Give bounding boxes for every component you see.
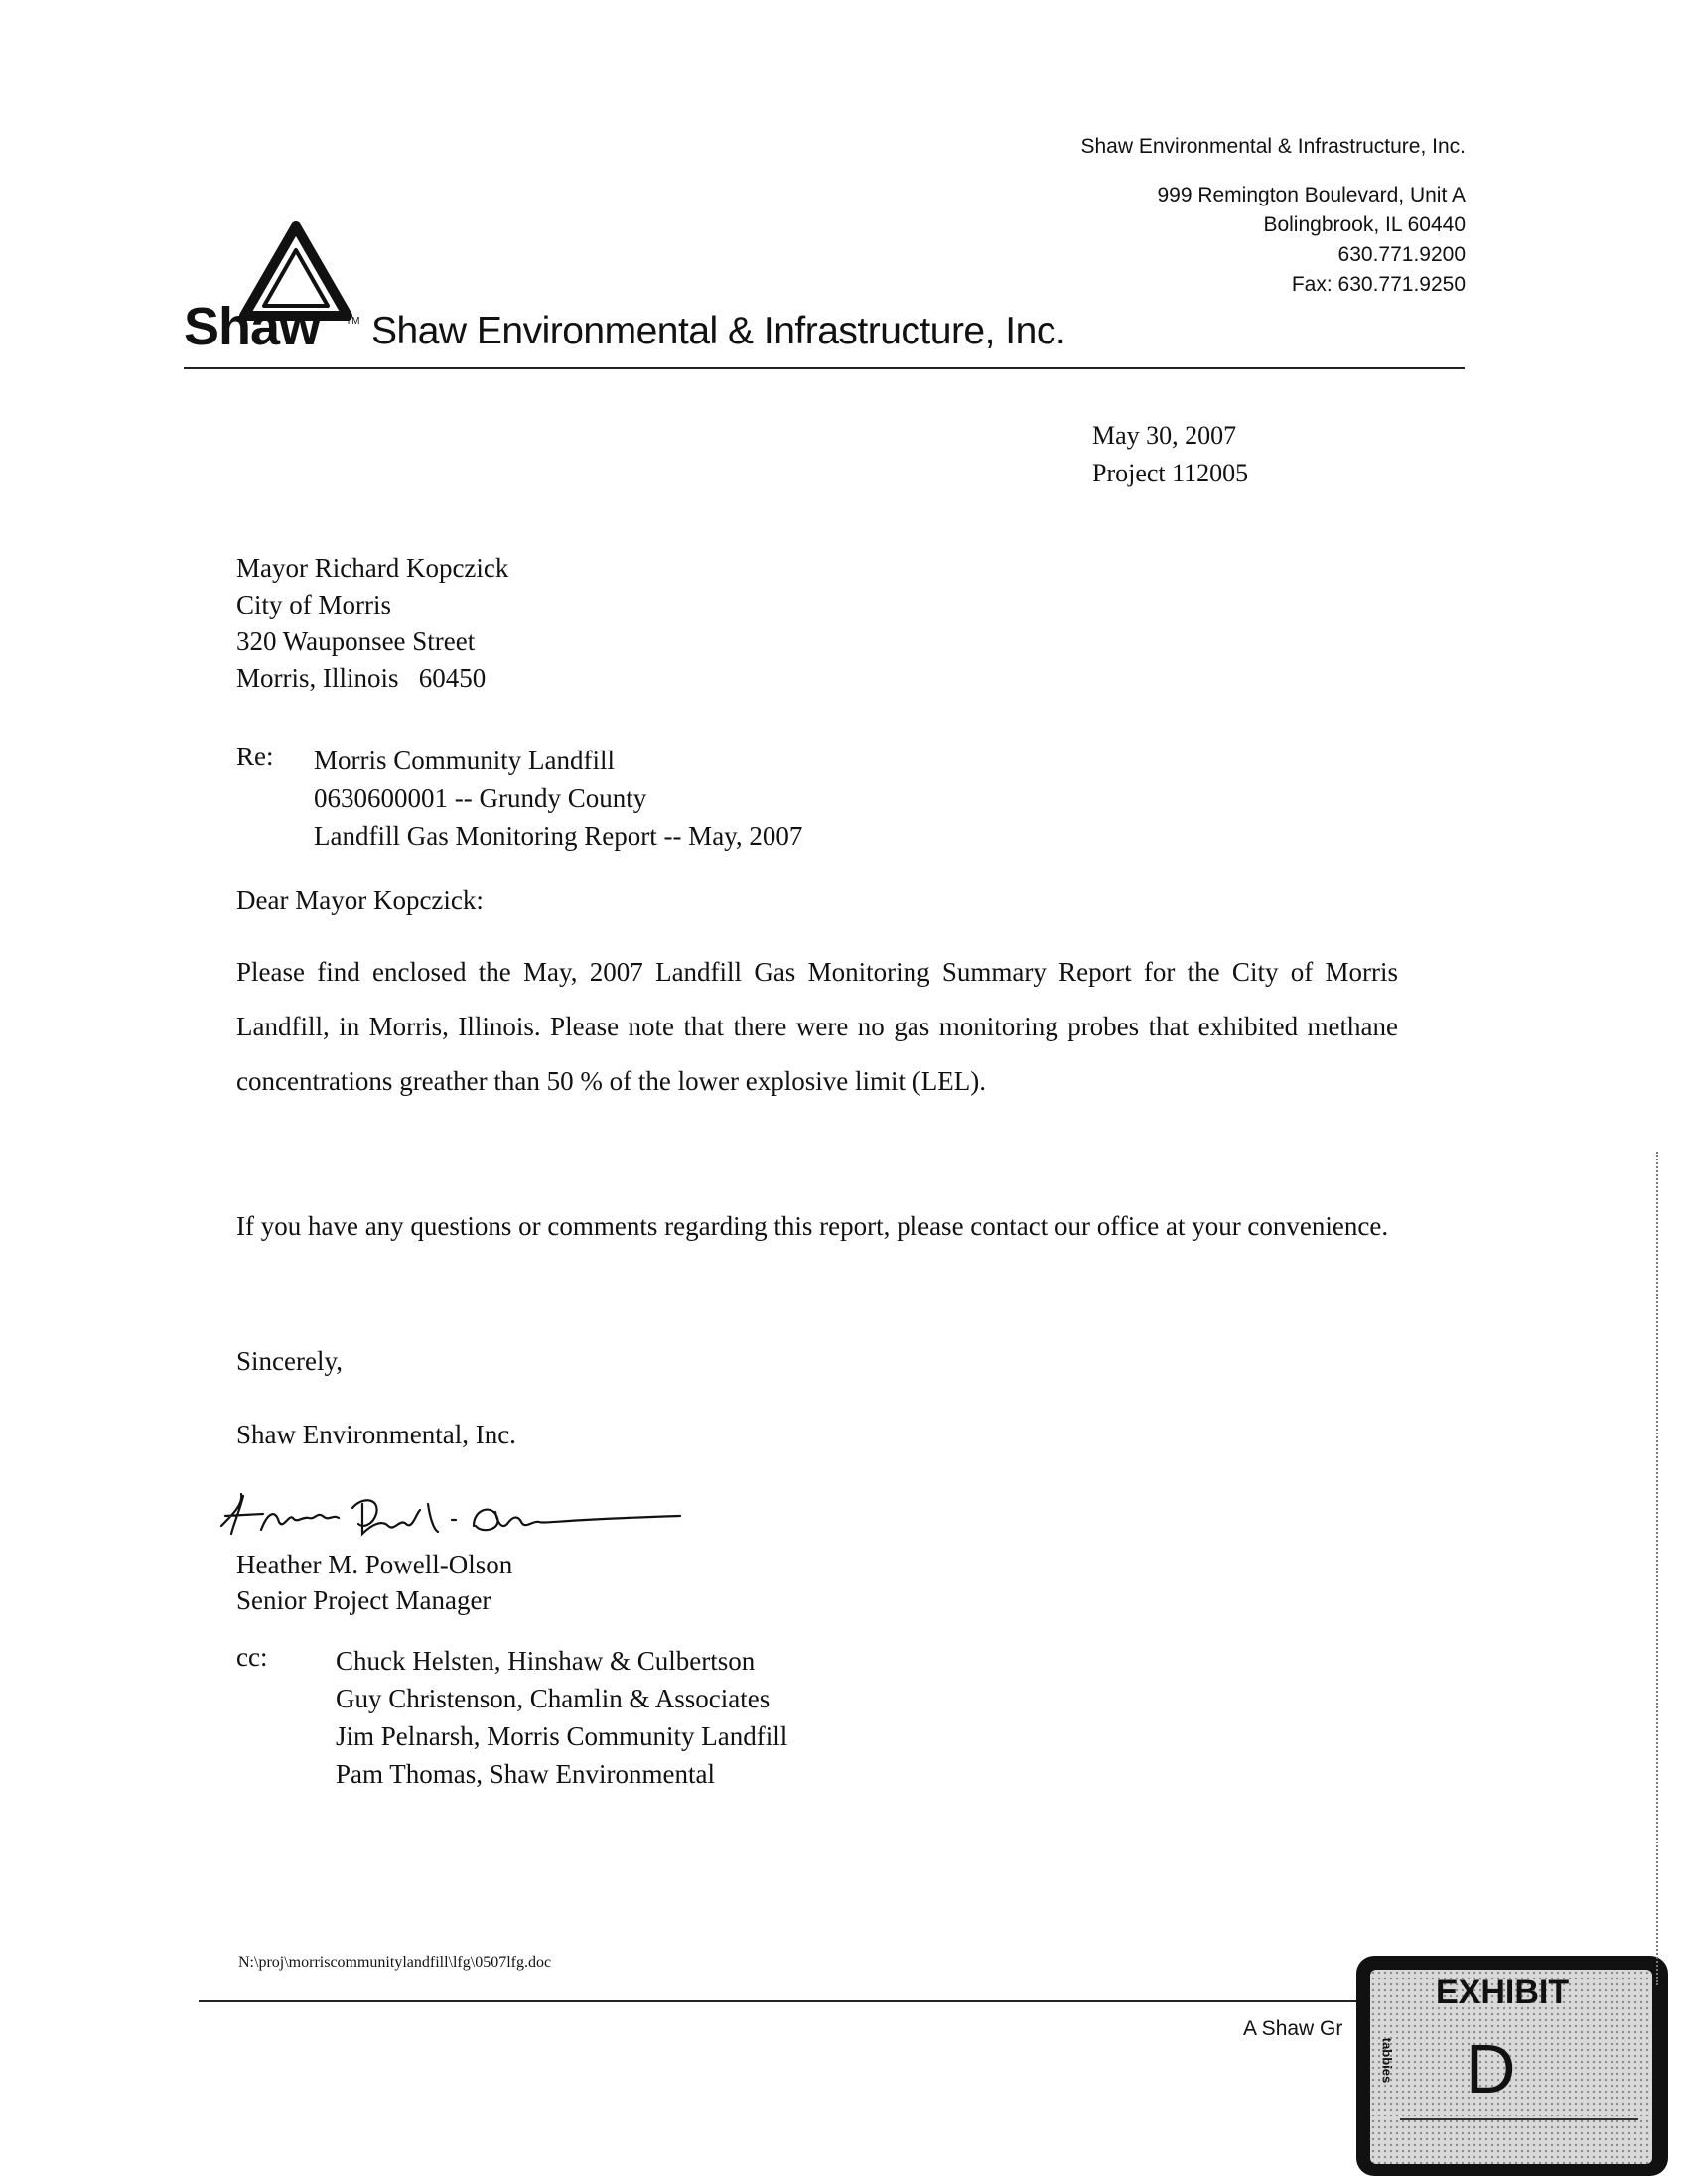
exhibit-title: EXHIBIT	[1436, 1974, 1570, 2011]
address-line: Fax: 630.771.9250	[1291, 273, 1466, 296]
recipient-line: 320 Wauponsee Street	[236, 626, 476, 656]
logo-trademark: TM	[346, 316, 360, 327]
closing: Sincerely,	[236, 1346, 343, 1376]
header-divider	[184, 367, 1465, 369]
exhibit-underline	[1400, 2118, 1638, 2120]
project-number: Project 112005	[1092, 459, 1249, 487]
cc-list	[336, 1642, 787, 1793]
footer-tagline: A Shaw Gr	[1243, 2017, 1343, 2040]
footer-divider	[199, 2000, 1366, 2002]
address-line: 630.771.9200	[1337, 243, 1466, 266]
file-path: N:\proj\morriscommunitylandfill\lfg\0507lfg.doc	[238, 1954, 552, 1971]
re-label: Re:	[236, 742, 274, 771]
signer-block	[236, 1547, 512, 1618]
re-line: Morris Community Landfill	[314, 746, 615, 775]
letter-date: May 30, 2007	[1092, 421, 1237, 450]
re-subject	[314, 742, 802, 855]
cc-recipient: Chuck Helsten, Hinshaw & Culbertson	[336, 1646, 756, 1676]
re-line: 0630600001 -- Grundy County	[314, 783, 647, 813]
re-line: Landfill Gas Monitoring Report -- May, 2007	[314, 821, 803, 851]
signer-name: Heather M. Powell-Olson	[236, 1550, 513, 1579]
cc-recipient: Guy Christenson, Chamlin & Associates	[336, 1684, 771, 1713]
recipient-line: Morris, Illinois 60450	[236, 663, 487, 693]
recipient-address	[236, 550, 508, 697]
cc-label: cc:	[236, 1642, 268, 1672]
exhibit-brand: tabbies	[1379, 2037, 1395, 2084]
address-line: 999 Remington Boulevard, Unit A	[1157, 184, 1466, 206]
cc-recipient: Pam Thomas, Shaw Environmental	[336, 1759, 715, 1789]
scan-edge-artifact	[1656, 1152, 1658, 1985]
cc-recipient: Jim Pelnarsh, Morris Community Landfill	[336, 1721, 788, 1751]
exhibit-letter: D	[1466, 2030, 1516, 2108]
exhibit-sticker-face	[1370, 1970, 1652, 2164]
letterhead-company-name: Shaw Environmental & Infrastructure, Inc.	[371, 310, 1066, 352]
signing-company: Shaw Environmental, Inc.	[236, 1420, 516, 1449]
handwritten-signature	[213, 1474, 710, 1554]
recipient-line: City of Morris	[236, 590, 392, 619]
body-paragraph: If you have any questions or comments regarding this report, please contact our office at your convenience.	[236, 1211, 1389, 1241]
signer-title: Senior Project Manager	[236, 1585, 491, 1615]
address-line: Bolingbrook, IL 60440	[1263, 213, 1466, 236]
salutation: Dear Mayor Kopczick:	[236, 886, 484, 915]
letterhead-address	[1157, 181, 1466, 300]
body-paragraph: Please find enclosed the May, 2007 Landfill Gas Monitoring Summary Report for the City of Morris Landfill, in Morris, Illinois. Please note that there were no gas monitoring probes that exhibited methane concentrations greather than 50 % of the lower explosive limit (LEL).	[236, 957, 1398, 1096]
logo-wordmark: Shaw	[184, 297, 321, 356]
date-block	[1092, 417, 1248, 492]
letterhead-company-top: Shaw Environmental & Infrastructure, Inc.	[1080, 135, 1466, 158]
exhibit-sticker	[1356, 1956, 1668, 2176]
recipient-line: Mayor Richard Kopczick	[236, 553, 509, 583]
